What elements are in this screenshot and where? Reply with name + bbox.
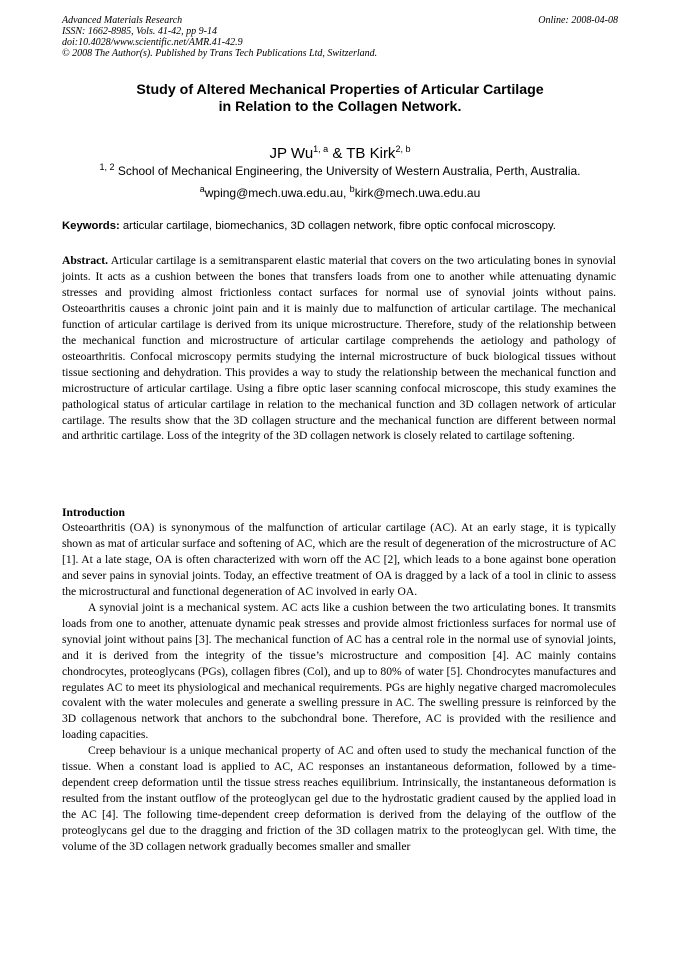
paragraph: A synovial joint is a mechanical system. AC acts like a cushion between the two articulating bones. It transmits loads from one to another, attenuate dynamic peak stresses and provide almost frictionless surfaces for normal use of synovial joint without pains [3]. The mechanical function of AC has a central role in the normal use of synovial joints, and it is derived from the integrity of the tissue’s microstructure and composition [4]. AC mainly contains chondrocytes, proteoglycans (PGs), collagen fibres (Col), and up to 80% of water [5]. Chondrocytes manufactures and regulates AC to meet its physiological and mechanical requirements. PGs are highly negative charged macromolecules covalent with the water molecules and generate a swelling pressure in AC. The swelling pressure is reinforced by the 3D collagenous network that anchors to the subchondral bone. Therefore, AC is provided with the resilience and loading capacities.	[62, 600, 616, 742]
journal-name: Advanced Materials Research	[62, 15, 183, 26]
author-2-affil-mark: 2, b	[395, 144, 411, 154]
keywords-text: articular cartilage, biomechanics, 3D collagen network, fibre optic confocal microscopy.	[119, 220, 556, 232]
section-heading-introduction: Introduction	[62, 506, 125, 519]
author-2: TB Kirk	[346, 145, 396, 162]
paragraph: Creep behaviour is a unique mechanical property of AC and often used to study the mechanical function of the tissue. When a constant load is applied to AC, AC responses an instantaneous deformation, followed by a time-dependent creep deformation until the tissue stress reaches equilibrium. Intrinsically, the instantaneous deformation is resulted from the instant outflow of the proteoglycan gel due to the hydrostatic gradient caused by the applied load in the AC [4]. The following time-dependent creep deformation is derived from the delaying of the outflow of the proteoglycans gel due to the dragging and friction of the 3D collagen matrix to the proteoglycan gel. With time, the volume of the 3D collagen network gradually becomes smaller and smaller	[62, 744, 616, 854]
affiliation-mark: 1, 2	[99, 162, 115, 172]
author-emails	[62, 182, 618, 201]
email-b: kirk@mech.uwa.edu.au	[354, 186, 481, 200]
email-a: wping@mech.uwa.edu.au	[204, 186, 343, 200]
author-1-affil-mark: 1, a	[313, 144, 329, 154]
paper-title	[62, 82, 618, 116]
author-separator: &	[328, 145, 347, 162]
abstract	[62, 253, 616, 444]
email-a-mark: a	[199, 184, 205, 194]
issn-line: ISSN: 1662-8985, Vols. 41-42, pp 9-14	[62, 26, 217, 37]
abstract-text: Articular cartilage is a semitransparent elastic material that covers on the two articulating bones in synovial joints. It acts as a cushion between the bones that transfers loads from one to another while attenuating dynamic stresses and providing almost frictionless contact surfaces for normal use of synovial joints without pains. Osteoarthritis causes a chronic joint pain and it is mainly due to malfunction of articular cartilage. The mechanical function of articular cartilage is derived from its unique microstructure. Therefore, study of the relationship between the mechanical function and microstructure of articular cartilage comprehends the aetiology and pathology of osteoarthritis. Confocal microscopy permits studying the internal microstructure of buck biological tissues without tissue sectioning and dehydration. This provides a way to study the relationship between the mechanical function and microstructure of articular cartilage. Using a fibre optic laser scanning confocal microscope, this study examines the pathological status of articular cartilage in relation to the mechanical function and 3D collagen network of articular cartilage. The results show that the 3D collagen structure and the mechanical function are different between normal and arthritic cartilage. Loss of the integrity of the 3D collagen network is closely related to cartilage softening.	[62, 254, 616, 443]
paragraph: Osteoarthritis (OA) is synonymous of the malfunction of articular cartilage (AC). At an early stage, it is typically shown as mat of articular surface and softening of AC, which are the result of degeneration of the microstructure of AC [1]. At a late stage, OA is often characterized with worn off the AC [2], which leads to a bone against bone operation and sever pains in synovial joints. Today, an effective treatment of OA is dragged by a lack of a tool in clinic to assess the microstructural and functional degeneration of AC involved in early OA.	[62, 521, 616, 598]
introduction-body	[62, 520, 616, 855]
keywords-label: Keywords:	[62, 220, 120, 232]
title-line-1: Study of Altered Mechanical Properties of Articular Cartilage	[136, 82, 544, 98]
abstract-label: Abstract.	[62, 254, 109, 267]
online-date: Online: 2008-04-08	[538, 15, 618, 26]
copyright-line: © 2008 The Author(s). Published by Trans Tech Publications Ltd, Switzerland.	[62, 48, 378, 59]
journal-header	[62, 15, 618, 59]
email-separator: ,	[343, 186, 350, 200]
author-1: JP Wu	[269, 145, 314, 162]
affiliation-text: School of Mechanical Engineering, the University of Western Australia, Perth, Australia.	[114, 164, 581, 178]
doi-line: doi:10.4028/www.scientific.net/AMR.41-42.9	[62, 37, 243, 48]
keywords	[62, 219, 618, 233]
title-line-2: in Relation to the Collagen Network.	[218, 99, 462, 115]
email-b-mark: b	[349, 184, 355, 194]
affiliation	[62, 160, 618, 179]
